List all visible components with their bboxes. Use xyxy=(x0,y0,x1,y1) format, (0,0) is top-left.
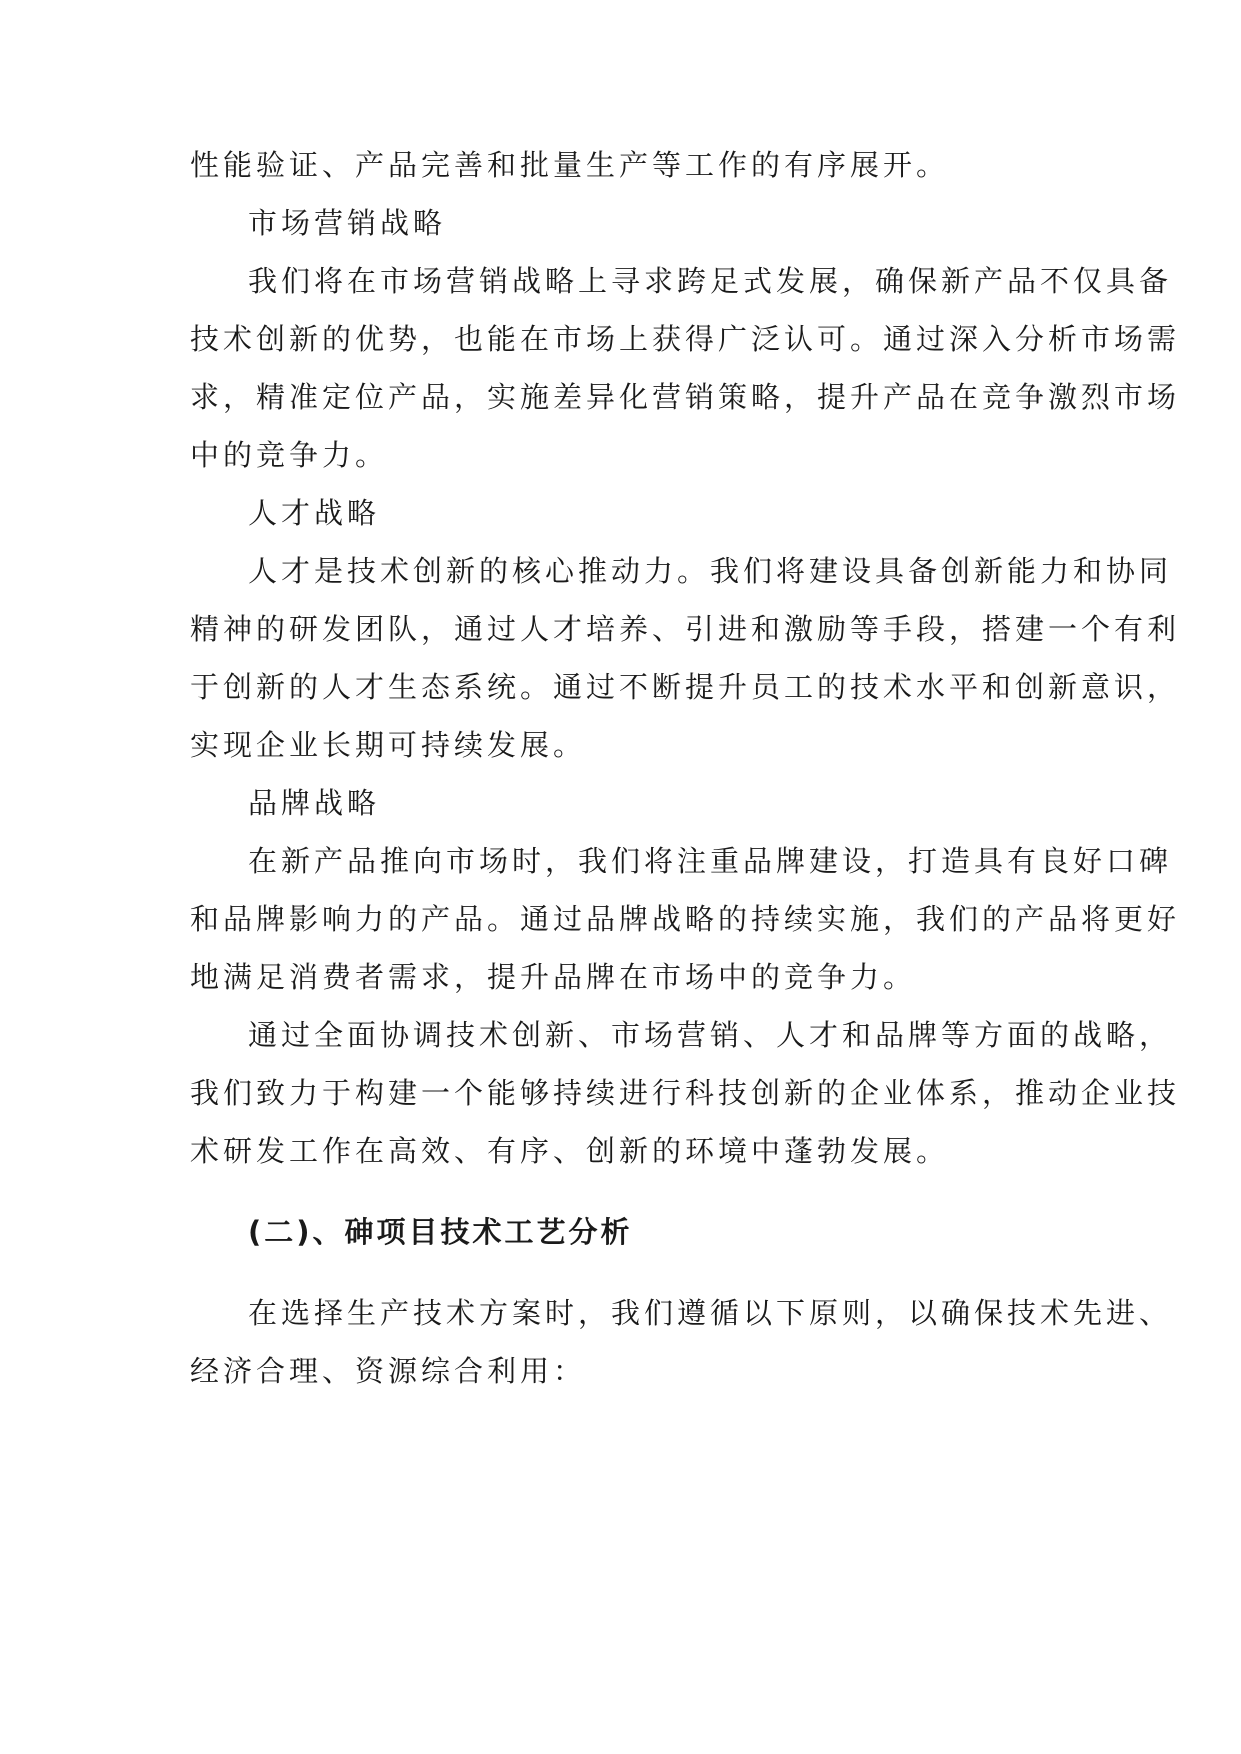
paragraph-line: 中的竞争力。 xyxy=(190,438,389,472)
section-subheading: 人才战略 xyxy=(248,496,381,530)
paragraph-line: 我们将在市场营销战略上寻求跨足式发展，确保新产品不仅具备 xyxy=(248,264,1173,298)
paragraph-line: 性能验证、产品完善和批量生产等工作的有序展开。 xyxy=(190,148,950,182)
paragraph-line: 和品牌影响力的产品。通过品牌战略的持续实施，我们的产品将更好 xyxy=(190,902,1181,936)
section-subheading: 品牌战略 xyxy=(248,786,381,820)
paragraph-line: 精神的研发团队，通过人才培养、引进和激励等手段，搭建一个有利 xyxy=(190,612,1181,646)
paragraph-line: 术研发工作在高效、有序、创新的环境中蓬勃发展。 xyxy=(190,1134,950,1168)
paragraph-line: 我们致力于构建一个能够持续进行科技创新的企业体系，推动企业技 xyxy=(190,1076,1181,1110)
paragraph-line: 求，精准定位产品，实施差异化营销策略，提升产品在竞争激烈市场 xyxy=(190,380,1181,414)
paragraph-line: 技术创新的优势，也能在市场上获得广泛认可。通过深入分析市场需 xyxy=(190,322,1181,356)
paragraph-line: 通过全面协调技术创新、市场营销、人才和品牌等方面的战略， xyxy=(248,1018,1173,1052)
section-subheading: 市场营销战略 xyxy=(248,206,447,240)
paragraph-line: 于创新的人才生态系统。通过不断提升员工的技术水平和创新意识， xyxy=(190,670,1181,704)
paragraph-line: 在新产品推向市场时，我们将注重品牌建设，打造具有良好口碑 xyxy=(248,844,1173,878)
paragraph-line: 实现企业长期可持续发展。 xyxy=(190,728,587,762)
paragraph-line: 经济合理、资源综合利用： xyxy=(190,1354,587,1388)
paragraph-line: 地满足消费者需求，提升品牌在市场中的竞争力。 xyxy=(190,960,917,994)
paragraph-line: 人才是技术创新的核心推动力。我们将建设具备创新能力和协同 xyxy=(248,554,1173,588)
paragraph-line: 在选择生产技术方案时，我们遵循以下原则，以确保技术先进、 xyxy=(248,1296,1173,1330)
section-heading: (二)、砷项目技术工艺分析 xyxy=(248,1215,633,1249)
